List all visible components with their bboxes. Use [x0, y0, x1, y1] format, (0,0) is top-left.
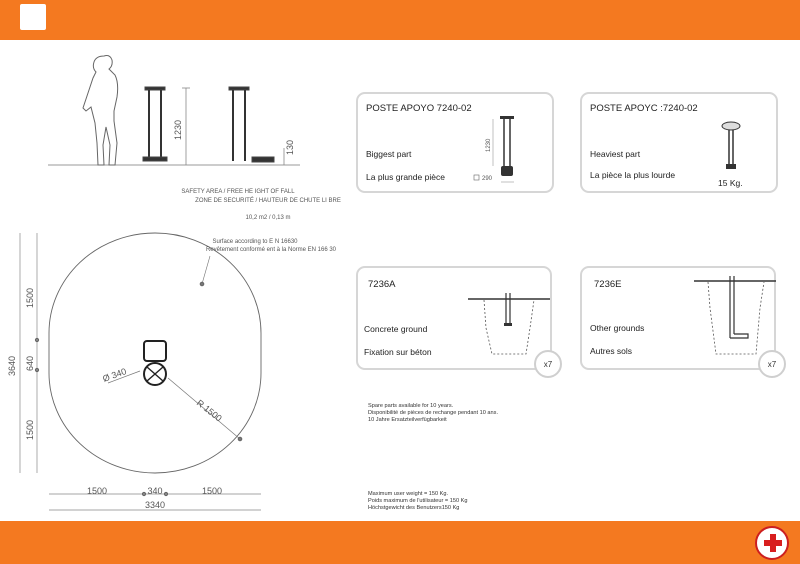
dim-total-vertical: 3640: [7, 355, 17, 376]
radius-label: R 1500: [194, 397, 224, 424]
safety-label-en: SAFETY AREA / FREE HE IGHT OF FALL: [181, 189, 295, 195]
max-weight-de: Höchstgewicht des Benutzers150 Kg: [368, 505, 460, 511]
spare-parts-fr: Disponibilité de pièces de rechange pendant 10 ans.: [368, 410, 498, 416]
surface-label-en: Surface according to E N 16630: [212, 239, 298, 245]
card-line1: Biggest part: [366, 149, 412, 159]
card-poste-heaviest: [580, 92, 778, 193]
post-width-label: 290: [482, 176, 493, 182]
dim-vertical-top: 1500: [25, 287, 35, 308]
dim-vertical-bottom: 1500: [25, 419, 35, 440]
plan-view: [20, 233, 261, 510]
dim-horizontal-1: 1500: [86, 486, 108, 496]
surface-label-fr: Revêtement conformé ent à la Norme EN 166 30: [205, 247, 337, 253]
safety-area-value: 10,2 m2 / 0,13 m: [245, 215, 291, 221]
spare-parts-de: 10 Jahre Ersatzteilverfügbarkeit: [368, 417, 447, 423]
dim-horizontal-2: 340: [147, 486, 163, 496]
card-line1: Concrete ground: [364, 324, 428, 334]
bottom-bar: [0, 521, 800, 564]
card-line1: Other grounds: [590, 323, 645, 333]
card-line1: Heaviest part: [590, 149, 641, 159]
elevation-view: [48, 56, 300, 166]
post-height-label: 1230: [486, 138, 492, 152]
ground-anchor-drawing-icon: [582, 268, 778, 372]
card-line2: La plus grande pièce: [366, 172, 445, 182]
card-poste-biggest: [356, 92, 554, 193]
post-drawing-icon: [358, 94, 556, 195]
post-3d-drawing-icon: [582, 94, 780, 195]
card-title: 7236E: [594, 279, 622, 290]
card-title: POSTE APOYC :7240-02: [590, 103, 698, 114]
safety-label-fr: ZONE DE SECURITÉ / HAUTEUR DE CHUTE LI BRE: [195, 198, 341, 204]
card-line2: Fixation sur béton: [364, 347, 432, 357]
diameter-label: Ø 340: [101, 366, 128, 384]
dim-total-horizontal: 3340: [144, 500, 166, 510]
weight-label: 15 Kg.: [718, 178, 743, 188]
human-silhouette-icon: [83, 56, 118, 166]
dim-horizontal-3: 1500: [201, 486, 223, 496]
card-title: 7236A: [368, 279, 396, 290]
card-7236a: [356, 266, 552, 370]
card-7236e: [580, 266, 776, 370]
small-dim-label: 130: [285, 139, 295, 155]
max-weight-fr: Poids maximum de l'utilisateur = 150 Kg: [368, 498, 468, 504]
max-weight-en: Maximum user weight = 150 Kg.: [368, 491, 449, 497]
dim-vertical-mid: 640: [25, 355, 35, 371]
concrete-anchor-drawing-icon: [358, 268, 554, 372]
card-line2: Autres sols: [590, 346, 633, 356]
height-dim-label: 1230: [173, 119, 183, 140]
quantity-badge: x7: [534, 350, 562, 378]
card-title: POSTE APOYO 7240-02: [366, 103, 472, 114]
spare-parts-en: Spare parts available for 10 years.: [368, 403, 454, 409]
card-line2: La pièce la plus lourde: [590, 170, 676, 180]
quantity-badge: x7: [758, 350, 786, 378]
first-aid-cross-icon: [755, 526, 789, 560]
